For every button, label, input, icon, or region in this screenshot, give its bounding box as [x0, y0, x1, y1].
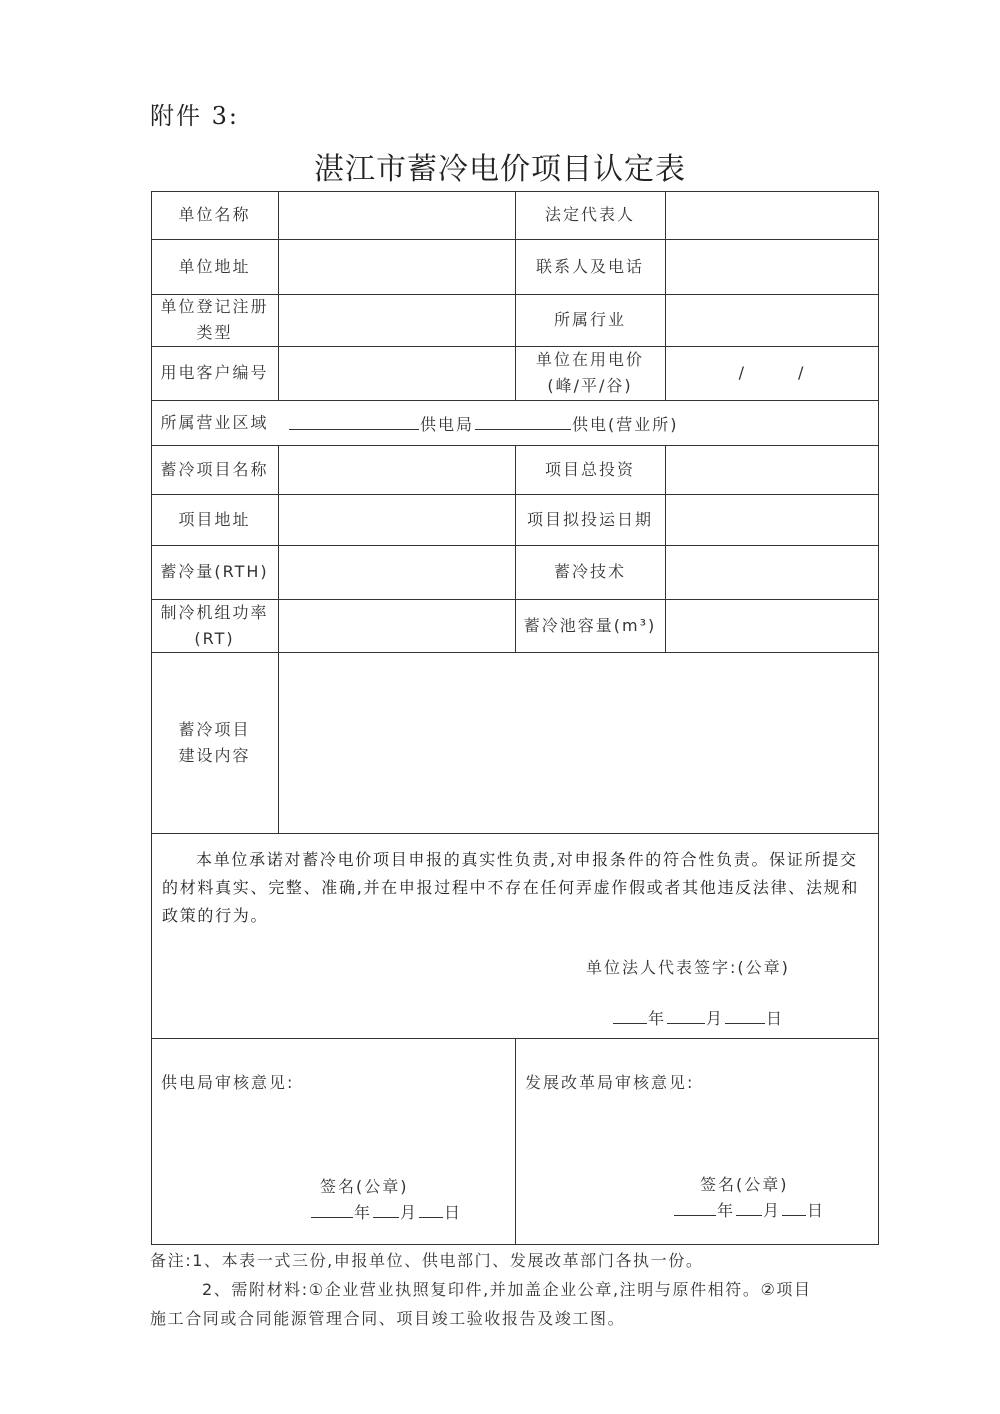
total-investment-label: 项目总投资	[544, 459, 635, 479]
note-line: 备注:1、本表一式三份,申报单位、供电部门、发展改革部门各执一份。	[150, 1251, 704, 1270]
ndrc-sign-label: 签名(公章)	[700, 1175, 789, 1194]
total-investment-field[interactable]	[665, 445, 879, 494]
tank-capacity-label: 蓄冷池容量(m³)	[523, 615, 657, 635]
power-bureau-review-label: 供电局审核意见:	[161, 1073, 295, 1092]
project-name-field[interactable]	[278, 445, 515, 494]
industry-field[interactable]	[665, 294, 879, 346]
registration-type-label-line1: 单位登记注册	[160, 297, 269, 316]
month-label: 月	[763, 1201, 782, 1220]
commitment-date[interactable]	[612, 1006, 784, 1029]
bureau-blank[interactable]	[289, 413, 419, 430]
service-area-field[interactable]	[288, 412, 679, 435]
attachment-label: 附件 3:	[150, 102, 239, 130]
construction-content-field[interactable]	[278, 652, 879, 833]
chiller-power-label-line1: 制冷机组功率	[160, 602, 269, 622]
day-label: 日	[444, 1203, 463, 1222]
office-text: 供电(营业所)	[572, 415, 679, 434]
industry-label: 所属行业	[553, 310, 626, 329]
unit-name-label: 单位名称	[178, 205, 251, 224]
year-blank[interactable]	[613, 1007, 647, 1024]
column-divider	[515, 1038, 516, 1245]
service-area-label: 所属营业区域	[160, 412, 269, 432]
day-label: 日	[807, 1201, 826, 1220]
note-line: 施工合同或合同能源管理合同、项目竣工验收报告及竣工图。	[150, 1309, 626, 1328]
power-bureau-date[interactable]	[310, 1200, 462, 1223]
ndrc-date[interactable]	[673, 1198, 825, 1221]
cold-storage-field[interactable]	[278, 545, 515, 599]
note-line: 2、需附材料:①企业营业执照复印件,并加盖企业公章,注明与原件相符。②项目	[202, 1280, 812, 1299]
unit-address-label: 单位地址	[178, 256, 251, 276]
legal-rep-signature-label: 单位法人代表签字:(公章)	[586, 958, 790, 977]
electricity-price-label-line1: 单位在用电价	[535, 350, 644, 369]
electricity-price-label	[515, 346, 665, 400]
customer-number-field[interactable]	[278, 346, 515, 400]
row-divider	[151, 833, 879, 834]
storage-technology-field[interactable]	[665, 545, 879, 599]
contact-phone-label: 联系人及电话	[535, 256, 644, 276]
price-separator: /	[798, 363, 806, 382]
unit-name-field[interactable]	[278, 191, 515, 239]
day-blank[interactable]	[782, 1199, 806, 1216]
price-separator: /	[738, 363, 746, 382]
cold-storage-label: 蓄冷量(RTH)	[160, 562, 269, 581]
construction-content-label-line1: 蓄冷项目	[178, 719, 251, 739]
legal-representative-field[interactable]	[665, 191, 879, 239]
notes	[150, 1246, 860, 1333]
project-name-label: 蓄冷项目名称	[160, 459, 269, 479]
chiller-power-label	[151, 599, 278, 652]
office-blank[interactable]	[475, 413, 571, 430]
registration-type-label	[151, 294, 278, 346]
electricity-price-label-line2: (峰/平/谷)	[547, 376, 633, 395]
electricity-price-field[interactable]	[665, 346, 879, 400]
registration-type-field[interactable]	[278, 294, 515, 346]
chiller-power-label-line2: (RT)	[194, 628, 235, 648]
legal-representative-label: 法定代表人	[544, 205, 635, 224]
day-label: 日	[766, 1009, 785, 1028]
construction-content-label	[151, 652, 278, 833]
registration-type-label-line2: 类型	[196, 323, 233, 342]
tank-capacity-field[interactable]	[665, 599, 879, 652]
chiller-power-field[interactable]	[278, 599, 515, 652]
month-label: 月	[400, 1203, 419, 1222]
day-blank[interactable]	[419, 1201, 443, 1218]
month-blank[interactable]	[736, 1199, 762, 1216]
unit-address-field[interactable]	[278, 239, 515, 294]
operation-date-label: 项目拟投运日期	[526, 509, 653, 529]
year-label: 年	[717, 1201, 736, 1220]
power-bureau-sign-label: 签名(公章)	[320, 1177, 409, 1196]
month-label: 月	[706, 1009, 725, 1028]
commitment-text: 本单位承诺对蓄冷电价项目申报的真实性负责,对申报条件的符合性负责。保证所提交的材料真实、完整、准确,并在申报过程中不存在任何弄虚作假或者其他违反法律、法规和政策的行为。	[162, 850, 860, 925]
construction-content-label-line2: 建设内容	[178, 745, 251, 765]
contact-phone-field[interactable]	[665, 239, 879, 294]
customer-number-label: 用电客户编号	[160, 363, 269, 382]
page-title: 湛江市蓄冷电价项目认定表	[314, 152, 686, 187]
year-blank[interactable]	[311, 1201, 353, 1218]
year-label: 年	[354, 1203, 373, 1222]
year-label: 年	[648, 1009, 667, 1028]
operation-date-field[interactable]	[665, 494, 879, 545]
month-blank[interactable]	[667, 1007, 705, 1024]
project-address-label: 项目地址	[178, 509, 251, 529]
month-blank[interactable]	[373, 1201, 399, 1218]
day-blank[interactable]	[725, 1007, 765, 1024]
project-address-field[interactable]	[278, 494, 515, 545]
ndrc-review-label: 发展改革局审核意见:	[525, 1073, 695, 1092]
storage-technology-label: 蓄冷技术	[553, 562, 626, 581]
year-blank[interactable]	[674, 1199, 716, 1216]
bureau-text: 供电局	[420, 415, 475, 434]
